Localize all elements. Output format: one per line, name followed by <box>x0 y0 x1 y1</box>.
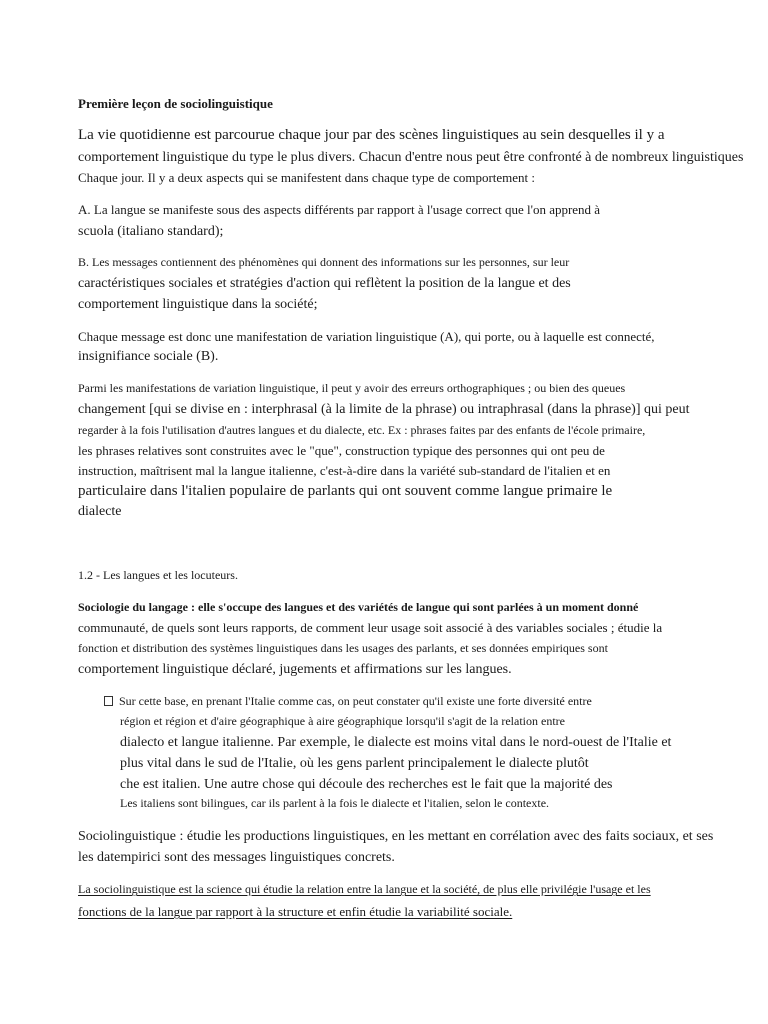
bullet-text-1: Sur cette base, en prenant l'Italie comme cas, on peut constater qu'il existe une forte diversité entre <box>119 694 592 708</box>
point-b-line-1: B. Les messages contiennent des phénomènes qui donnent des informations sur les personnes, sur leur <box>78 255 570 269</box>
sociology-line-4: comportement linguistique déclaré, jugements et affirmations sur les langues. <box>78 662 512 677</box>
point-a-line-2: scuola (italiano standard); <box>78 224 224 239</box>
intro-line-3: Chaque jour. Il y a deux aspects qui se manifestent dans chaque type de comportement : <box>78 170 536 185</box>
message-line-1: Chaque message est donc une manifestation de variation linguistique (A), qui porte, ou à laquelle est connecté, <box>78 329 655 344</box>
variation-line-4: les phrases relatives sont construites avec le "que", construction typique des personnes qui ont peu de <box>78 443 605 458</box>
sociology-line-2: communauté, de quels sont leurs rapports, de comment leur usage soit associé à des variables sociales ; étudie la <box>78 620 663 635</box>
variation-line-3: regarder à la fois l'utilisation d'autres langues et du dialecte, etc. Ex : phrases faites par des enfants de l'école primaire, <box>78 423 646 437</box>
underlined-line-2: fonctions de la langue par rapport à la structure et enfin étudie la variabilité sociale. <box>78 904 513 919</box>
intro-line-1: La vie quotidienne est parcourue chaque jour par des scènes linguistiques au sein desquelles il y a <box>78 127 665 143</box>
sociolinguistics-line-1: Sociolinguistique : étudie les productions linguistiques, en les mettant en corrélation avec des faits sociaux, et ses <box>78 829 714 844</box>
variation-line-1: Parmi les manifestations de variation linguistique, il peut y avoir des erreurs orthographiques ; ou bien des queues <box>78 381 626 395</box>
variation-line-7: dialecte <box>78 504 122 519</box>
empty-square-icon <box>104 696 113 706</box>
message-line-2: insignifiance sociale (B). <box>78 349 219 364</box>
variation-line-6: particulaire dans l'italien populaire de parlants qui ont souvent comme langue primaire le <box>78 483 613 499</box>
bullet-line-5: che est italien. Une autre chose qui découle des recherches est le fait que la majorité des <box>120 777 613 792</box>
bullet-line-1 <box>104 695 592 707</box>
sociolinguistics-line-2: les datempirici sont des messages linguistiques concrets. <box>78 850 395 865</box>
bullet-line-6: Les italiens sont bilingues, car ils parlent à la fois le dialecte et l'italien, selon le contexte. <box>120 796 550 810</box>
bullet-line-3: dialecto et langue italienne. Par exemple, le dialecte est moins vital dans le nord-ouest de l'Italie et <box>120 735 672 750</box>
bullet-line-2: région et région et d'aire géographique à aire géographique lorsqu'il s'agit de la relation entre <box>120 714 565 728</box>
intro-line-2: comportement linguistique du type le plus divers. Chacun d'entre nous peut être confronté à de nombreux linguistiques <box>78 150 744 165</box>
section-heading: 1.2 - Les langues et les locuteurs. <box>78 568 238 582</box>
variation-line-2: changement [qui se divise en : interphrasal (à la limite de la phrase) ou intraphrasal (dans la phrase)] qui peut <box>78 402 690 417</box>
point-b-line-2: caractéristiques sociales et stratégies d'action qui reflètent la position de la langue et des <box>78 276 571 291</box>
sociology-heading: Sociologie du langage : elle s'occupe des langues et des variétés de langue qui sont parlées à un moment donné <box>78 600 639 614</box>
bullet-line-4: plus vital dans le sud de l'Italie, où les gens parlent principalement le dialecte plutôt <box>120 756 589 771</box>
point-b-line-3: comportement linguistique dans la société; <box>78 297 318 312</box>
underlined-line-1: La sociolinguistique est la science qui étudie la relation entre la langue et la société, de plus elle privilégie l'usage et les <box>78 882 651 896</box>
sociology-line-3: fonction et distribution des systèmes linguistiques dans les usages des parlants, et ses données empiriques sont <box>78 641 608 655</box>
variation-line-5: instruction, maîtrisent mal la langue italienne, c'est-à-dire dans la variété sub-standard de l'italien et en <box>78 463 611 478</box>
point-a-line-1: A. La langue se manifeste sous des aspects différents par rapport à l'usage correct que l'on apprend à <box>78 202 601 217</box>
document-title: Première leçon de sociolinguistique <box>78 96 273 111</box>
